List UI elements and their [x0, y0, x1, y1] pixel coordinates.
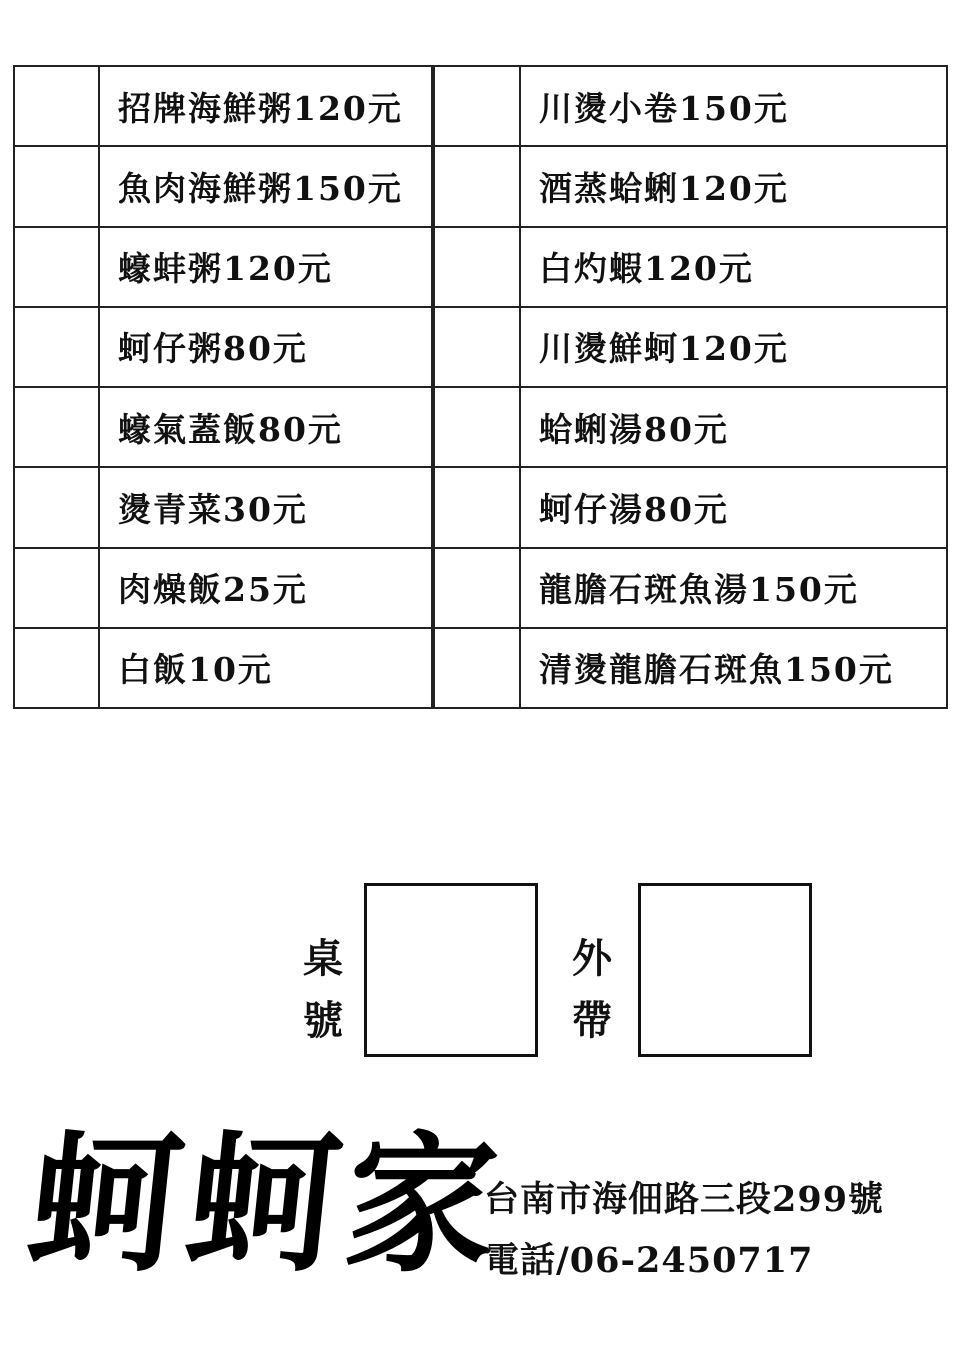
- quantity-cell[interactable]: [433, 628, 520, 708]
- menu-item-name: 酒蒸蛤蜊120元: [539, 168, 789, 208]
- takeout-box[interactable]: [638, 883, 812, 1057]
- restaurant-phone: 電話/06-2450717: [484, 1240, 814, 1281]
- menu-item-cell: [520, 548, 947, 628]
- quantity-cell[interactable]: [14, 548, 99, 628]
- quantity-cell[interactable]: [433, 548, 520, 628]
- menu-item-name: 蠔氣蓋飯80元: [118, 409, 343, 449]
- menu-item-cell: [99, 548, 433, 628]
- menu-table: [13, 65, 948, 709]
- menu-item-cell: [520, 467, 947, 547]
- menu-item-cell: [99, 307, 433, 387]
- menu-item-name: 川燙小卷150元: [539, 88, 789, 128]
- menu-row: [14, 387, 947, 467]
- menu-item-name: 蠔蚌粥120元: [118, 249, 333, 289]
- quantity-cell[interactable]: [14, 146, 99, 226]
- table-number-label: 桌 號: [303, 935, 343, 1044]
- menu-item-cell: [520, 307, 947, 387]
- menu-item-cell: [520, 66, 947, 146]
- menu-row: [14, 66, 947, 146]
- quantity-cell[interactable]: [14, 467, 99, 547]
- quantity-cell[interactable]: [14, 387, 99, 467]
- menu-item-name: 清燙龍膽石斑魚150元: [539, 650, 894, 690]
- menu-row: [14, 467, 947, 547]
- menu-row: [14, 548, 947, 628]
- takeout-label: 外 帶: [572, 935, 612, 1044]
- menu-item-cell: [99, 387, 433, 467]
- menu-item-cell: [520, 146, 947, 226]
- menu-item-name: 蚵仔粥80元: [118, 329, 308, 369]
- menu-item-cell: [99, 467, 433, 547]
- menu-item-cell: [99, 66, 433, 146]
- menu-row: [14, 307, 947, 387]
- table-number-box[interactable]: [364, 883, 538, 1057]
- quantity-cell[interactable]: [14, 628, 99, 708]
- menu-item-name: 龍膽石斑魚湯150元: [539, 570, 859, 610]
- menu-item-cell: [520, 227, 947, 307]
- menu-item-name: 魚肉海鮮粥150元: [118, 168, 403, 208]
- quantity-cell[interactable]: [14, 227, 99, 307]
- menu-item-cell: [520, 387, 947, 467]
- quantity-cell[interactable]: [433, 467, 520, 547]
- menu-item-name: 招牌海鮮粥120元: [118, 88, 403, 128]
- menu-item-name: 肉燥飯25元: [118, 570, 308, 610]
- quantity-cell[interactable]: [433, 307, 520, 387]
- restaurant-address: 台南市海佃路三段299號: [484, 1179, 885, 1220]
- menu-item-name: 燙青菜30元: [118, 489, 308, 529]
- quantity-cell[interactable]: [433, 227, 520, 307]
- menu-item-cell: [99, 146, 433, 226]
- menu-item-name: 蛤蜊湯80元: [539, 409, 729, 449]
- menu-item-name: 蚵仔湯80元: [539, 489, 729, 529]
- quantity-cell[interactable]: [14, 66, 99, 146]
- menu-item-name: 川燙鮮蚵120元: [539, 329, 789, 369]
- quantity-cell[interactable]: [14, 307, 99, 387]
- menu-row: [14, 146, 947, 226]
- menu-item-name: 白飯10元: [118, 650, 273, 690]
- menu-item-cell: [99, 628, 433, 708]
- menu-item-name: 白灼蝦120元: [539, 249, 754, 289]
- quantity-cell[interactable]: [433, 387, 520, 467]
- brand-logo: 蚵蚵家: [20, 1117, 514, 1293]
- quantity-cell[interactable]: [433, 146, 520, 226]
- menu-item-cell: [99, 227, 433, 307]
- menu-row: [14, 628, 947, 708]
- quantity-cell[interactable]: [433, 66, 520, 146]
- menu-row: [14, 227, 947, 307]
- menu-item-cell: [520, 628, 947, 708]
